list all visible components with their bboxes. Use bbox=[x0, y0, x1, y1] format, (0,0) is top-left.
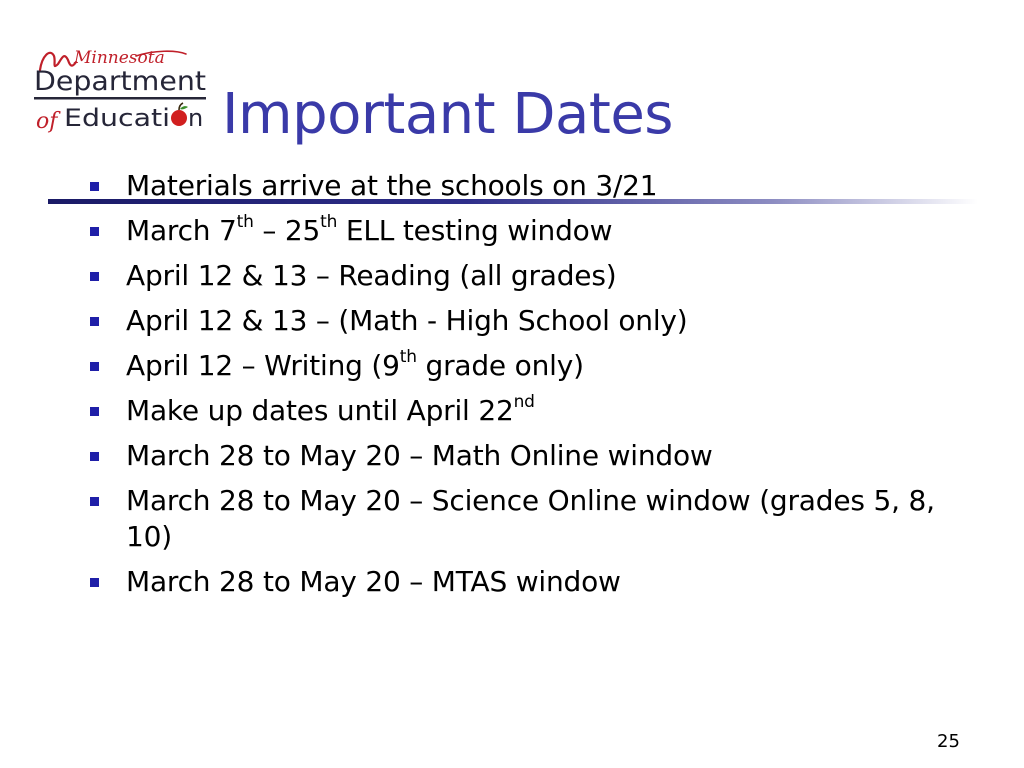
bullet-text-segment: April 12 & 13 – (Math - High School only) bbox=[126, 304, 688, 337]
ordinal-suffix: th bbox=[236, 211, 254, 232]
bullet-text bbox=[126, 565, 621, 598]
bullet-text-segment: March 28 to May 20 – Math Online window bbox=[126, 439, 713, 472]
bullet-square-icon bbox=[90, 578, 99, 587]
bullet-square-icon bbox=[90, 362, 99, 371]
bullet-square-icon bbox=[90, 497, 99, 506]
logo-n-text: n bbox=[188, 104, 204, 132]
bullet-text-segment: grade only) bbox=[416, 349, 584, 382]
bullet-text bbox=[126, 211, 613, 247]
bullet-square-icon bbox=[90, 182, 99, 191]
bullet-square-icon bbox=[90, 407, 99, 416]
bullet-item bbox=[86, 168, 966, 204]
bullet-text-segment: ELL testing window bbox=[337, 214, 613, 247]
bullet-text-segment: March 7 bbox=[126, 214, 237, 247]
bullet-square-icon bbox=[90, 227, 99, 236]
logo-education-text: Educati bbox=[64, 104, 170, 132]
bullet-text bbox=[126, 169, 657, 202]
bullet-item bbox=[86, 438, 966, 474]
bullet-text bbox=[126, 484, 935, 553]
logo-of-text: of bbox=[36, 109, 58, 134]
logo-script-text: Minnesota bbox=[74, 48, 165, 68]
logo bbox=[28, 40, 214, 140]
bullet-text-segment: Materials arrive at the schools on 3/21 bbox=[126, 169, 658, 202]
bullet-text-segment: April 12 – Writing (9 bbox=[126, 349, 400, 382]
bullet-text-segment: March 28 to May 20 – MTAS window bbox=[126, 565, 621, 598]
bullet-text bbox=[126, 439, 713, 472]
bullet-text-segment: April 12 & 13 – Reading (all grades) bbox=[126, 259, 617, 292]
bullet-text bbox=[126, 304, 688, 337]
bullet-square-icon bbox=[90, 272, 99, 281]
bullet-item bbox=[86, 303, 966, 339]
bullet-text bbox=[126, 391, 535, 427]
bullet-item bbox=[86, 393, 966, 429]
bullet-text-segment: Make up dates until April 22 bbox=[126, 394, 514, 427]
bullet-item bbox=[86, 348, 966, 384]
bullet-text bbox=[126, 259, 616, 292]
bullet-text bbox=[126, 346, 584, 382]
slide-title: Important Dates bbox=[222, 82, 673, 147]
bullet-item bbox=[86, 258, 966, 294]
bullet-item bbox=[86, 564, 966, 600]
ordinal-suffix: th bbox=[320, 211, 338, 232]
bullet-square-icon bbox=[90, 317, 99, 326]
apple-icon bbox=[171, 103, 188, 126]
bullet-text-segment: – 25 bbox=[253, 214, 321, 247]
bullet-text-segment: March 28 to May 20 – Science Online window (grades 5, 8, 10) bbox=[126, 484, 935, 553]
bullet-square-icon bbox=[90, 452, 99, 461]
bullet-item bbox=[86, 483, 966, 555]
bullet-list bbox=[86, 168, 966, 609]
logo-graphic bbox=[28, 40, 214, 140]
logo-department-text: Department bbox=[34, 66, 206, 97]
bullet-item bbox=[86, 213, 966, 249]
ordinal-suffix: th bbox=[399, 346, 417, 367]
slide-number: 25 bbox=[937, 731, 960, 752]
ordinal-suffix: nd bbox=[513, 391, 535, 412]
